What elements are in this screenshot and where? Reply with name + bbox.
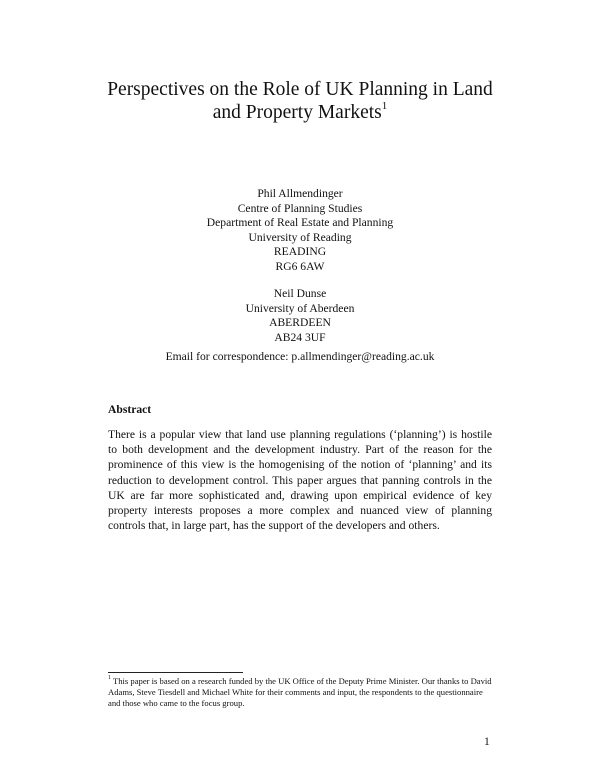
author-city: READING [273, 245, 327, 259]
correspondence-email: Email for correspondence: p.allmendinger@reading.ac.uk [165, 350, 435, 363]
title-line-2: and Property Markets [212, 102, 382, 123]
title-line-1: Perspectives on the Role of UK Planning in Land [107, 79, 493, 100]
footnote-text: This paper is based on a research funded by the UK Office of the Deputy Prime Minister. Our thanks to David Adams, Steve Tiesdell and Michael White for their comments and input, the respondents to the questionnaire and those who came to the focus group. [108, 676, 492, 709]
page-number: 1 [484, 735, 490, 748]
abstract-text: There is a popular view that land use planning regulations (‘planning’) is hostile to both development and the development industry. Part of the reason for the prominence of this view is the homogenising of the notion of ‘planning’ and its reduction to development control. This paper argues that panning controls in the UK are far more sophisticated and, drawing upon empirical evidence of key property interests proposes a more complex and nuanced view of planning controls that, in large part, has the support of the developers and others. [108, 428, 492, 533]
footnote-mark: 1 [108, 675, 111, 682]
author-block-dunse [100, 287, 500, 345]
author-affiliation-line: Centre of Planning Studies [237, 201, 363, 215]
author-postcode: AB24 3UF [274, 330, 326, 344]
title-footnote-mark: 1 [381, 99, 388, 112]
author-affiliation-line: University of Aberdeen [245, 301, 355, 315]
author-affiliation-line: Department of Real Estate and Planning [206, 216, 394, 230]
author-affiliation-line: University of Reading [248, 230, 352, 244]
author-block-allmendinger [100, 187, 500, 275]
footnote [108, 676, 494, 710]
abstract-heading: Abstract [108, 403, 152, 416]
author-name: Neil Dunse [273, 287, 327, 300]
author-city: ABERDEEN [269, 316, 331, 330]
author-postcode: RG6 6AW [275, 259, 325, 273]
paper-title [60, 78, 540, 124]
footnote-divider [108, 672, 243, 673]
author-name: Phil Allmendinger [257, 187, 343, 200]
